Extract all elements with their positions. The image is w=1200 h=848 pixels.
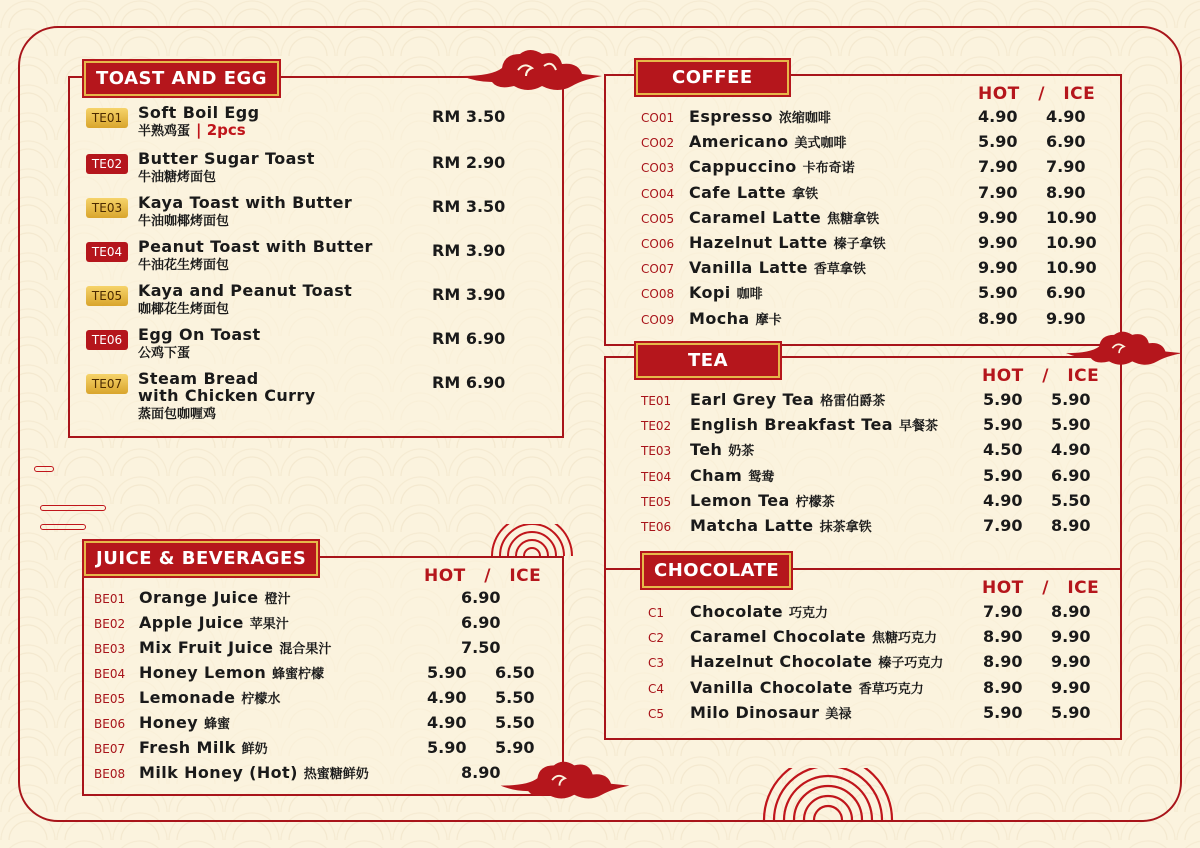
item-chinese-line [138, 211, 352, 230]
item-chinese-line [138, 255, 373, 274]
item-chinese-name: 焦糖拿铁 [827, 211, 880, 227]
item-chinese-name: 焦糖巧克力 [872, 631, 938, 647]
ice-label: ICE [1063, 84, 1096, 104]
item-quantity-note: | 2pcs [196, 121, 246, 139]
item-code: C1 [648, 606, 665, 620]
item-code: C2 [648, 631, 665, 646]
item-code: CO05 [641, 211, 675, 226]
ice-label: ICE [509, 566, 542, 586]
item-code: BE07 [94, 742, 126, 756]
item-name: Vanilla Latte [689, 258, 808, 278]
item-chinese-line [138, 343, 261, 362]
menu-item [139, 663, 324, 682]
ice-price: 5.90 [1051, 702, 1091, 722]
item-code: TE04 [641, 469, 672, 484]
item-price: RM 3.90 [432, 241, 506, 260]
menu-item [139, 588, 291, 607]
menu-item [690, 678, 924, 697]
item-chinese-name: 鸳鸯 [748, 469, 775, 485]
item-name: Caramel Chocolate [690, 627, 866, 647]
item-code: BE08 [94, 767, 126, 781]
ice-price: 9.90 [1051, 627, 1091, 647]
menu-item [138, 150, 315, 186]
item-code: CO03 [641, 161, 675, 176]
coffee-section-title: COFFEE [636, 60, 789, 95]
ice-label: ICE [1067, 578, 1100, 598]
ice-price: 5.90 [495, 738, 535, 757]
item-price: RM 6.90 [432, 373, 506, 392]
item-name: Honey [139, 713, 199, 732]
item-code: TE06 [641, 520, 672, 534]
item-name: Lemon Tea [690, 490, 790, 510]
item-chinese-name: 香草巧克力 [858, 681, 924, 697]
menu-item [138, 282, 352, 318]
hot-price: 6.90 [461, 588, 501, 607]
item-chinese-name: 牛油花生烤面包 [138, 258, 230, 273]
ice-price: 4.90 [1046, 107, 1086, 126]
coffee-hot-ice-header [978, 84, 1095, 104]
item-chinese-name: 卡布奇诺 [802, 161, 855, 177]
item-chinese-name: 公鸡下蛋 [138, 346, 191, 361]
wave-pattern-icon [758, 768, 898, 820]
menu-item [689, 233, 886, 252]
menu-item [690, 627, 937, 646]
ice-price: 9.90 [1051, 677, 1091, 697]
item-chinese-name: 蒸面包咖喱鸡 [138, 407, 217, 422]
hot-price: 6.90 [461, 613, 501, 632]
item-name: Butter Sugar Toast [138, 149, 315, 168]
item-code: CO08 [641, 287, 675, 302]
auspicious-cloud-icon [462, 46, 602, 96]
item-chinese-name: 榛子拿铁 [833, 237, 886, 252]
hot-price: 7.90 [978, 182, 1018, 202]
ice-price: 5.90 [1051, 415, 1091, 435]
menu-item [139, 763, 369, 782]
hot-price: 4.50 [983, 440, 1023, 460]
tea-section [604, 356, 1122, 570]
item-code: TE01 [641, 394, 672, 408]
hot-label: HOT [424, 566, 466, 586]
ice-price: 5.90 [1051, 390, 1091, 409]
item-chinese-name: 抹茶拿铁 [819, 520, 872, 535]
item-chinese-name: 混合果汁 [279, 642, 332, 657]
wave-pattern-icon [486, 524, 578, 556]
menu-item [139, 713, 230, 732]
menu-item [689, 309, 782, 328]
hot-price: 9.90 [978, 207, 1018, 227]
item-chinese-name: 美禄 [825, 706, 852, 722]
item-name: Matcha Latte [690, 516, 814, 535]
chocolate-section-title: CHOCOLATE [642, 553, 791, 588]
item-name: Kaya Toast with Butter [138, 193, 353, 212]
ice-price: 6.90 [1046, 283, 1086, 303]
item-name: Steam Bread [138, 369, 259, 388]
hot-price: 7.90 [978, 157, 1018, 177]
item-code: C4 [648, 681, 665, 696]
item-code-badge: TE07 [86, 374, 128, 394]
hot-price: 9.90 [978, 233, 1018, 252]
item-chinese-name: 柠檬水 [241, 692, 281, 707]
item-chinese-name: 半熟鸡蛋 [138, 124, 191, 139]
item-code: BE04 [94, 667, 126, 681]
item-price: RM 3.50 [432, 197, 506, 216]
item-name: Earl Grey Tea [690, 390, 815, 409]
item-name: Americano [689, 132, 789, 152]
item-code: C3 [648, 656, 665, 671]
item-name: Vanilla Chocolate [690, 677, 853, 697]
item-chinese-name: 早餐茶 [898, 419, 938, 435]
menu-item [139, 738, 268, 757]
menu-item [139, 638, 331, 657]
hot-price: 5.90 [983, 465, 1023, 485]
menu-item [138, 194, 352, 230]
item-chinese-line [138, 404, 316, 423]
item-chinese-line [138, 167, 315, 186]
hot-price: 4.90 [978, 107, 1018, 126]
ice-price: 9.90 [1046, 308, 1086, 328]
item-name: Chocolate [690, 602, 783, 621]
item-name: Soft Boil Egg [138, 103, 260, 122]
item-name: Cham [690, 465, 743, 485]
item-price: RM 6.90 [432, 329, 506, 348]
item-code: CO09 [641, 312, 675, 327]
item-chinese-name: 香草拿铁 [813, 262, 866, 278]
item-name: Apple Juice [139, 613, 244, 632]
decor-dash [34, 466, 54, 472]
item-code-badge: TE01 [86, 108, 128, 128]
hot-price: 5.90 [978, 283, 1018, 303]
ice-price: 5.50 [495, 713, 535, 732]
menu-item [139, 613, 289, 632]
item-name: Milk Honey (Hot) [139, 763, 298, 782]
slash: / [1038, 84, 1045, 104]
ice-price: 8.90 [1051, 516, 1091, 535]
item-chinese-name: 苹果汁 [249, 617, 289, 632]
menu-item [690, 491, 835, 510]
item-code: CO02 [641, 136, 675, 151]
item-code: TE02 [641, 419, 672, 434]
item-code: BE06 [94, 717, 126, 731]
ice-price: 7.90 [1046, 157, 1086, 177]
item-name: English Breakfast Tea [690, 415, 893, 435]
item-name: Fresh Milk [139, 738, 236, 757]
item-code: CO04 [641, 186, 675, 201]
item-code-badge: TE04 [86, 242, 128, 262]
item-chinese-line [138, 299, 352, 318]
item-code-badge: TE02 [86, 154, 128, 174]
menu-item [689, 132, 847, 151]
item-chinese-name: 摩卡 [755, 312, 782, 328]
menu-item [138, 104, 259, 140]
item-name: Kaya and Peanut Toast [138, 281, 353, 300]
ice-price: 8.90 [1046, 182, 1086, 202]
menu-item [690, 516, 872, 535]
item-name: Peanut Toast with Butter [138, 237, 373, 256]
ice-label: ICE [1067, 366, 1100, 386]
item-chinese-name: 咖啡 [736, 287, 763, 303]
hot-price: 5.90 [983, 390, 1023, 409]
item-chinese-name: 鲜奶 [241, 742, 268, 757]
menu-item [690, 466, 774, 485]
ice-price: 10.90 [1046, 233, 1097, 252]
item-name: Espresso [689, 107, 773, 126]
tea-section-title: TEA [636, 343, 780, 378]
slash: / [484, 566, 491, 586]
item-chinese-name: 柠檬茶 [795, 494, 835, 510]
menu-item [689, 157, 855, 176]
hot-price: 8.90 [983, 677, 1023, 697]
item-code: TE05 [641, 494, 672, 509]
hot-price: 7.90 [983, 602, 1023, 621]
item-name: Cafe Latte [689, 182, 787, 202]
item-code: C5 [648, 706, 665, 721]
menu-item [689, 283, 763, 302]
item-chinese-name: 橙汁 [264, 592, 291, 607]
menu-item [690, 415, 938, 434]
item-code-badge: TE06 [86, 330, 128, 350]
ice-price: 10.90 [1046, 207, 1097, 227]
ice-price: 10.90 [1046, 258, 1097, 278]
hot-price: 8.90 [983, 627, 1023, 647]
hot-price: 5.90 [983, 415, 1023, 435]
item-name: Milo Dinosaur [690, 702, 820, 722]
menu-item [138, 370, 316, 423]
auspicious-cloud-icon [500, 758, 630, 804]
item-chinese-name: 格雷伯爵茶 [820, 394, 886, 409]
item-code: BE02 [94, 617, 126, 631]
toast-section-title: TOAST AND EGG [84, 61, 279, 96]
hot-price: 7.90 [983, 516, 1023, 535]
hot-price: 8.90 [983, 652, 1023, 672]
item-chinese-name: 巧克力 [788, 606, 828, 621]
item-name: Mix Fruit Juice [139, 638, 274, 657]
hot-price: 8.90 [978, 308, 1018, 328]
item-name: Lemonade [139, 688, 236, 707]
ice-price: 6.90 [1051, 465, 1091, 485]
hot-price: 5.90 [427, 663, 467, 682]
item-chinese-name: 拿铁 [792, 186, 819, 202]
ice-price: 5.50 [1051, 490, 1091, 510]
ice-price: 6.90 [1046, 132, 1086, 152]
item-name-line2: with Chicken Curry [138, 386, 316, 405]
item-chinese-name: 奶茶 [728, 444, 755, 460]
menu-item [689, 208, 879, 227]
item-price: RM 3.90 [432, 285, 506, 304]
item-chinese-name: 热蜜糖鲜奶 [303, 767, 369, 782]
menu-item [138, 326, 261, 362]
ice-price: 5.50 [495, 688, 535, 707]
hot-label: HOT [982, 578, 1024, 598]
menu-item [689, 258, 866, 277]
item-code-badge: TE05 [86, 286, 128, 306]
hot-price: 4.90 [427, 713, 467, 732]
ice-price: 8.90 [1051, 602, 1091, 621]
item-chinese-name: 蜂蜜 [204, 717, 231, 732]
decor-dash [40, 524, 86, 530]
item-name: Hazelnut Chocolate [690, 652, 873, 672]
item-name: Hazelnut Latte [689, 233, 828, 252]
menu-item [690, 703, 851, 722]
item-code: BE03 [94, 642, 126, 656]
slash: / [1042, 366, 1049, 386]
menu-item [690, 440, 754, 459]
item-price: RM 2.90 [432, 153, 506, 172]
menu-item [139, 688, 280, 707]
hot-price: 5.90 [983, 702, 1023, 722]
item-name: Cappuccino [689, 157, 797, 177]
menu-item [689, 183, 818, 202]
menu-item [690, 652, 943, 671]
ice-price: 4.90 [1051, 440, 1091, 460]
item-code: BE05 [94, 692, 126, 706]
item-chinese-name: 牛油咖椰烤面包 [138, 214, 230, 229]
decor-dash [40, 505, 106, 511]
hot-price: 4.90 [427, 688, 467, 707]
item-name: Caramel Latte [689, 207, 822, 227]
item-name: Orange Juice [139, 588, 259, 607]
item-code: CO07 [641, 262, 675, 277]
hot-price: 9.90 [978, 258, 1018, 278]
menu-item [689, 107, 831, 126]
item-chinese-line [138, 121, 259, 140]
item-code: BE01 [94, 592, 126, 606]
menu-item [690, 602, 828, 621]
item-code: CO01 [641, 111, 675, 125]
item-name: Egg On Toast [138, 325, 261, 344]
item-name: Kopi [689, 283, 731, 303]
hot-price: 4.90 [983, 490, 1023, 510]
item-chinese-name: 浓缩咖啡 [778, 111, 831, 126]
ice-price: 6.50 [495, 663, 535, 682]
hot-price: 5.90 [427, 738, 467, 757]
item-code: TE03 [641, 444, 672, 459]
ice-price: 9.90 [1051, 652, 1091, 672]
item-name: Honey Lemon [139, 663, 267, 682]
auspicious-cloud-icon [1066, 328, 1182, 370]
item-name: Teh [690, 440, 723, 460]
item-price: RM 3.50 [432, 107, 506, 126]
item-chinese-name: 牛油糖烤面包 [138, 170, 217, 185]
juice-section-title: JUICE & BEVERAGES [84, 541, 318, 576]
item-chinese-name: 咖椰花生烤面包 [138, 302, 230, 317]
item-chinese-name: 榛子巧克力 [878, 656, 944, 672]
menu-item [690, 390, 885, 409]
item-chinese-name: 美式咖啡 [794, 136, 847, 152]
hot-label: HOT [982, 366, 1024, 386]
hot-price: 8.90 [461, 763, 501, 782]
item-chinese-name: 蜂蜜柠檬 [272, 667, 325, 682]
menu-item [138, 238, 373, 274]
slash: / [1042, 578, 1049, 598]
hot-price: 5.90 [978, 132, 1018, 152]
item-name: Mocha [689, 308, 750, 328]
hot-label: HOT [978, 84, 1020, 104]
item-code-badge: TE03 [86, 198, 128, 218]
hot-price: 7.50 [461, 638, 501, 657]
item-code: CO06 [641, 237, 675, 251]
juice-hot-ice-header [424, 566, 541, 586]
chocolate-hot-ice-header [982, 578, 1099, 598]
